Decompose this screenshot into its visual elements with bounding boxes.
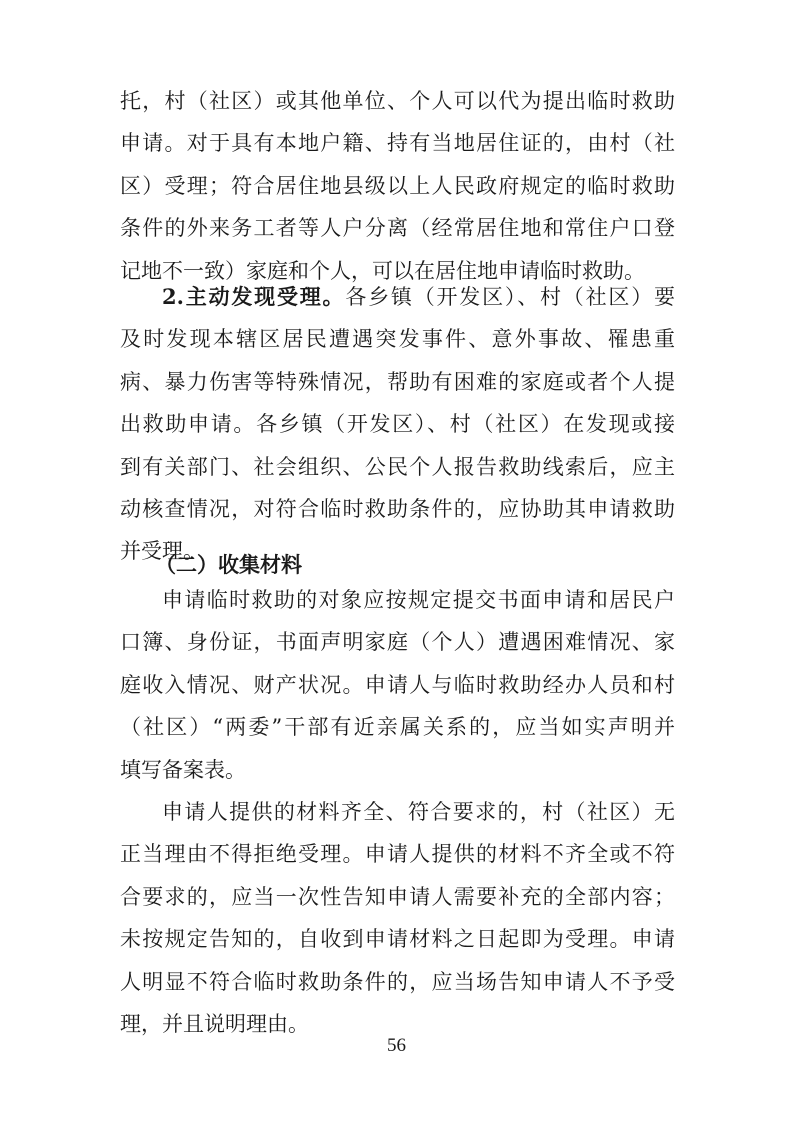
paragraph-2-line-2: 及时发现本辖区居民遭遇突发事件、意外事故、罹患重 bbox=[120, 327, 675, 351]
paragraph-2-lead: 2.主动发现受理。 bbox=[162, 284, 346, 309]
paragraph-3-line-3: 庭收入情况、财产状况。申请人与临时救助经办人员和村 bbox=[120, 673, 675, 697]
paragraph-4-line-5: 人明显不符合临时救助条件的，应当场告知申请人不予受 bbox=[120, 970, 675, 994]
paragraph-2-line-1 bbox=[162, 283, 675, 311]
paragraph-2-line-1-text: 各乡镇（开发区）、村（社区）要 bbox=[345, 285, 675, 309]
paragraph-3-line-5: 填写备案表。 bbox=[120, 758, 246, 782]
paragraph-1-line-2: 申请。对于具有本地户籍、持有当地居住证的，由村（社 bbox=[120, 131, 675, 155]
paragraph-4-line-1: 申请人提供的材料齐全、符合要求的，村（社区）无 bbox=[162, 800, 675, 824]
paragraph-3-line-4: （社区）“两委”干部有近亲属关系的，应当如实声明并 bbox=[120, 715, 675, 739]
section-heading: （二）收集材料 bbox=[155, 552, 302, 577]
paragraph-1-line-5: 记地不一致）家庭和个人，可以在居住地申请临时救助。 bbox=[120, 259, 645, 283]
paragraph-4-line-3: 合要求的，应当一次性告知申请人需要补充的全部内容； bbox=[120, 885, 675, 909]
paragraph-1-line-4: 条件的外来务工者等人户分离（经常居住地和常住户口登 bbox=[120, 216, 675, 240]
paragraph-2-line-4: 出救助申请。各乡镇（开发区）、村（社区）在发现或接 bbox=[120, 412, 675, 436]
page-number: 56 bbox=[387, 1035, 406, 1056]
paragraph-2-line-3: 病、暴力伤害等特殊情况，帮助有困难的家庭或者个人提 bbox=[120, 370, 675, 394]
paragraph-2-line-7: 并受理。 bbox=[120, 539, 204, 563]
paragraph-2-line-5: 到有关部门、社会组织、公民个人报告救助线索后，应主 bbox=[120, 455, 675, 479]
paragraph-1-line-3: 区）受理；符合居住地县级以上人民政府规定的临时救助 bbox=[120, 174, 675, 198]
paragraph-3-line-2: 口簿、身份证，书面声明家庭（个人）遭遇困难情况、家 bbox=[120, 630, 675, 654]
paragraph-1-line-1: 托，村（社区）或其他单位、个人可以代为提出临时救助 bbox=[120, 89, 675, 113]
paragraph-3-line-1: 申请临时救助的对象应按规定提交书面申请和居民户 bbox=[162, 588, 675, 612]
paragraph-2-line-6: 动核查情况，对符合临时救助条件的，应协助其申请救助 bbox=[120, 497, 675, 521]
paragraph-4-line-4: 未按规定告知的，自收到申请材料之日起即为受理。申请 bbox=[120, 927, 675, 951]
paragraph-4-line-2: 正当理由不得拒绝受理。申请人提供的材料不齐全或不符 bbox=[120, 842, 675, 866]
paragraph-4-line-6: 理，并且说明理由。 bbox=[120, 1012, 309, 1036]
